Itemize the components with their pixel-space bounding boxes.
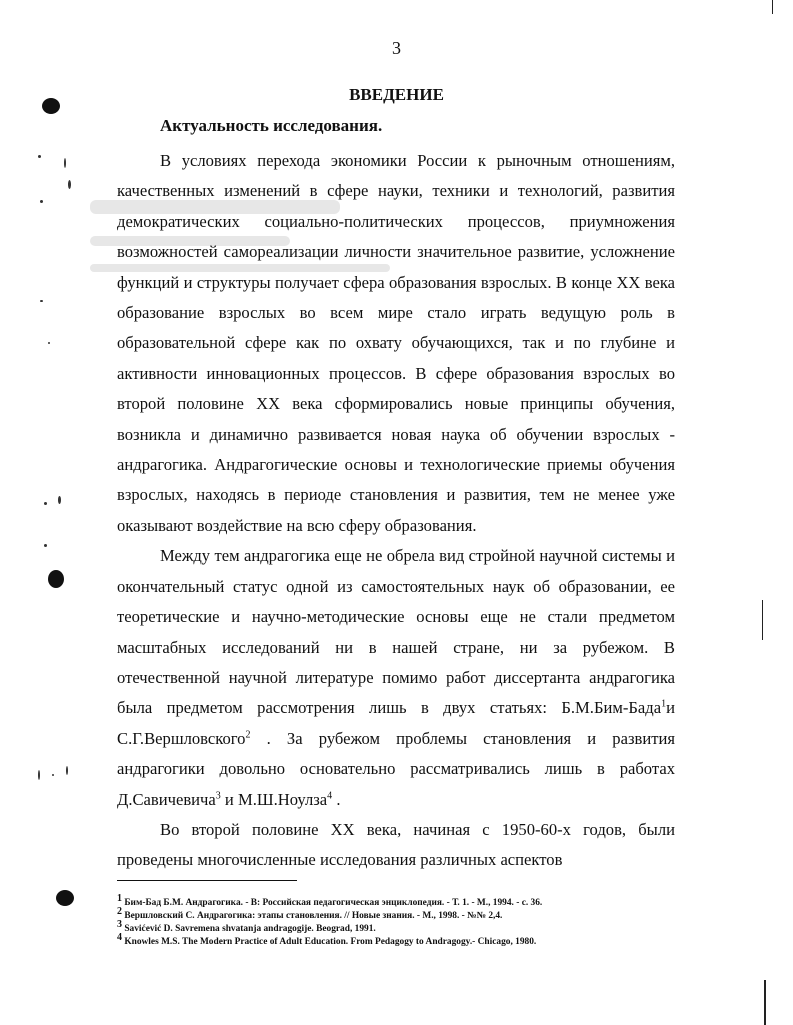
edge-line <box>762 600 763 640</box>
paragraph-2-part-3: . За рубежом проблемы становления и развития андрагогики довольно основательно рассматривались лишь в работах Д.Савичевича <box>117 728 676 809</box>
section-subheading: Актуальность исследования. <box>160 116 383 135</box>
footnote-text: Бим-Бад Б.М. Андрагогика. - В: Российская педагогическая энциклопедия. - Т. 1. - М., 1994. - с. 36. <box>124 898 543 908</box>
scan-speck <box>38 770 40 780</box>
footnote-text: Savićević D. Savremena shvatanja andragogije. Beograd, 1991. <box>124 924 376 934</box>
punch-hole-mark <box>42 98 60 114</box>
footnote <box>117 931 717 949</box>
scan-speck <box>38 155 41 158</box>
paragraph-2-part-4: и М.Ш.Ноулза <box>224 789 328 809</box>
footnote-number: 1 <box>117 892 122 904</box>
paragraph-2 <box>117 541 675 815</box>
scan-speck <box>64 158 66 168</box>
scan-speck <box>58 496 61 504</box>
punch-hole-mark <box>56 890 74 906</box>
footnote-rule <box>117 880 297 881</box>
punch-hole-mark <box>48 570 64 588</box>
page-title: ВВЕДЕНИЕ <box>349 85 444 104</box>
paragraph-2-part-1: Между тем андрагогика еще не обрела вид стройной научной системы и окончательный статус одной из самостоятельных наук об образовании, ее теоретические и научно-методические основы еще не стали предметом масштабных исследований ни в нашей стране, ни за рубежом. В отечественной научной литературе помимо работ диссертанта андрагогика была предметом рассмотрения лишь в двух статьях: Б.М.Бим-Бада <box>117 546 675 718</box>
paragraph-1: В условиях перехода экономики России к рыночным отношениям, качественных изменений в сфере науки, техники и технологий, развития демократических социально-политических процессов, приумножения возможностей самореализации личности значительное развитие, усложнение функций и структуры получает сфера образования взрослых. В конце XX века образование взрослых во всем мире стало играть ведущую роль в образовательной сфере как по охвату обучающихся, так и по глубине и активности инновационных процессов. В сфере образования взрослых во второй половине XX века сформировались новые принципы обучения, возникла и динамично развивается новая наука об обучении взрослых - андрагогика. Андрагогические основы и технологические приемы обучения взрослых, находясь в периоде становления и развития, тем не менее уже оказывают воздействие на всю сферу образования. <box>117 151 675 535</box>
footnote <box>117 892 717 910</box>
paragraph-2-part-5: . <box>336 789 341 809</box>
scan-smudge <box>90 264 390 272</box>
scan-speck <box>40 200 43 203</box>
scan-speck <box>44 544 47 547</box>
scan-speck <box>40 300 43 302</box>
scan-speck <box>52 774 54 776</box>
footnote <box>117 918 717 936</box>
footnote-ref-2: 2 <box>245 729 251 741</box>
footnote-ref-3: 3 <box>215 790 221 801</box>
scan-speck <box>48 342 50 344</box>
scan-speck <box>66 766 68 775</box>
footnotes <box>117 892 717 949</box>
footnote-number: 4 <box>117 931 122 943</box>
footnote-text: Вершловский С. Андрагогика: этапы становления. // Новые знания. - М., 1998. - №№ 2,4. <box>124 911 503 921</box>
paragraph-2-part-2: и С.Г.Вершловского <box>117 698 675 748</box>
paragraph-3: Во второй половине XX века, начиная с 1950-60-х годов, были проведены многочисленные исследования различных аспектов <box>117 819 675 870</box>
page-number: 3 <box>392 38 401 58</box>
edge-line <box>772 0 773 14</box>
footnote-ref-4: 4 <box>327 790 333 801</box>
scan-smudge <box>90 200 340 214</box>
body-text <box>117 146 675 876</box>
scan-speck <box>44 502 47 505</box>
footnote-number: 3 <box>117 918 122 930</box>
footnote-text: Knowles M.S. The Modern Practice of Adult Education. From Pedagogy to Andragogy.- Chicago, 1980. <box>124 937 537 947</box>
footnote <box>117 905 717 923</box>
footnote-ref-1: 1 <box>661 698 667 710</box>
edge-line <box>764 980 766 1025</box>
scan-speck <box>68 180 71 189</box>
footnote-number: 2 <box>117 905 122 917</box>
scan-smudge <box>90 236 290 246</box>
